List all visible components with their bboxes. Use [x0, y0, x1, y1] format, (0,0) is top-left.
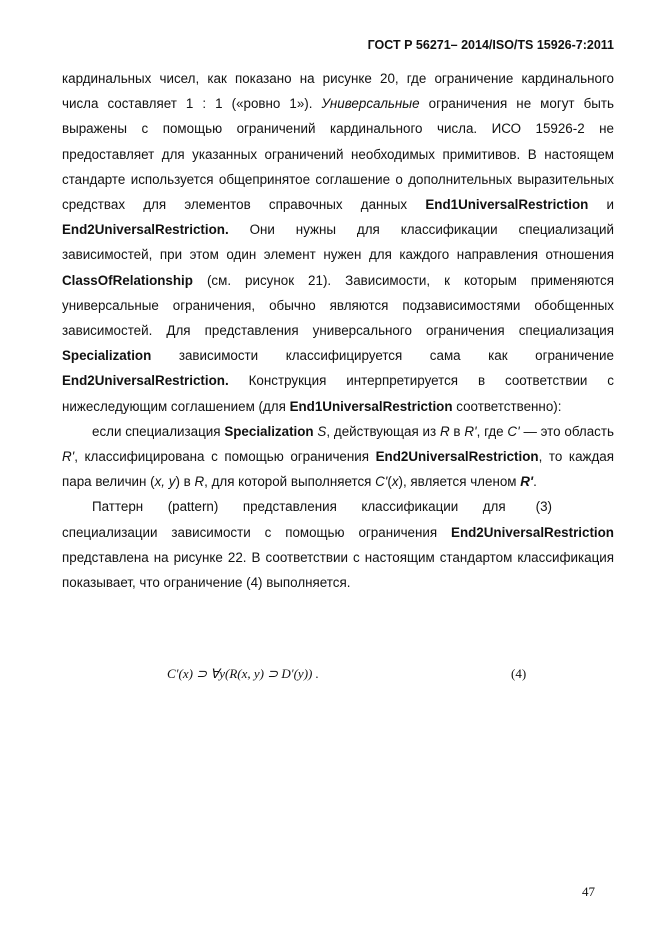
paragraph-1: кардинальных чисел, как показано на рисунке 20, где ограничение кардинального числа составляет 1 : 1 («ровно 1»). Универсальные ограничения не могут быть выражены с помощью ограничений кардинального числа. ИСО 15926-2 не предоставляет для указанных ограничений необходимых примитивов. В настоящем стандарте используется общепринятое соглашение о дополнительных выразительных средствах для элементов справочных данных End1UniversalRestriction и End2UniversalRestriction. Они нужны для классификации специализаций зависимостей, при этом один элемент нужен для каждого направления отношения ClassOfRelationship (см. рисунок 21). Зависимости, к которым применяются универсальные ограничения, обычно являются подзависимостями обобщенных зависимостей. Для представления универсального ограничения специализация Specialization зависимости классифицируется сама как ограничение End2UniversalRestriction. Конструкция интерпретируется в соответствии с нижеследующим соглашением (для End1UniversalRestriction соответственно):	[62, 71, 614, 414]
formula-4: C′(x) ⊃ ∀y(R(x, y) ⊃ D′(y)) .	[167, 666, 319, 681]
formula-row	[62, 666, 614, 688]
document-header: ГОСТ Р 56271– 2014/ISO/TS 15926-7:2011	[367, 38, 614, 52]
paragraph-2-convention: если специализация Specialization S, действующая из R в R', где C' — это область R', классифицирована с помощью ограничения End2UniversalRestriction, то каждая пара величин (x, y) в R, для которой выполняется C'(x), является членом R'. (3)	[62, 419, 614, 495]
paragraph-3: Паттерн (pattern) представления классификации для специализации зависимости с помощью ограничения End2UniversalRestriction представлена на рисунке 22. В соответствии с настоящим стандартом классификация показывает, что ограничение (4) выполняется.	[62, 499, 614, 591]
document-body	[62, 66, 614, 595]
formula-number: (4)	[511, 666, 527, 681]
equation-number-3: (3)	[535, 499, 552, 515]
page-number: 47	[582, 884, 595, 899]
